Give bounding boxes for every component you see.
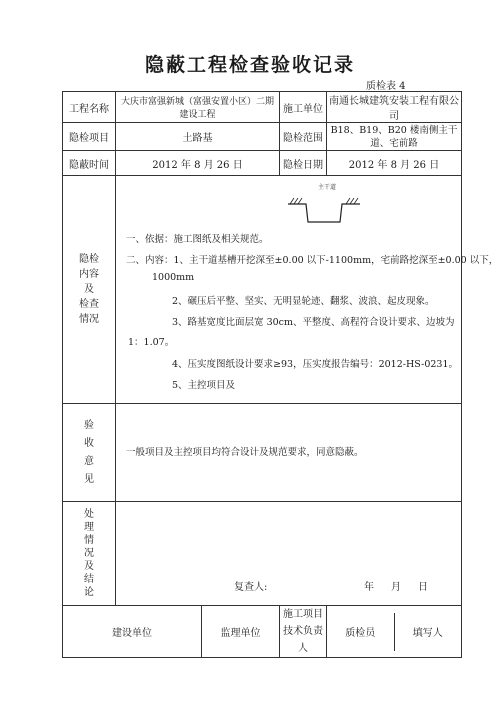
contents-line-width: 3、路基宽度比面层宽 30cm、平整度、高程符合设计要求、边坡为 <box>172 317 455 328</box>
owner-unit-label: 建设单位 <box>63 606 202 658</box>
review-day: 日 <box>418 582 428 593</box>
review-cell <box>116 502 462 606</box>
construction-unit-label: 施工单位 <box>280 92 327 123</box>
contents-line-slope: 1：1.07。 <box>128 337 175 348</box>
review-year: 年 <box>364 582 374 593</box>
acceptance-label-char: 验 <box>84 419 94 431</box>
acceptance-label-char: 见 <box>84 473 94 485</box>
contents-line-compaction: 2、碾压后平整、坚实、无明显轮迹、翻浆、波浪、起皮现象。 <box>172 296 435 307</box>
hidden-time-value: 2012 年 8 月 26 日 <box>116 151 280 176</box>
inspection-scope-label: 隐检范围 <box>280 123 327 151</box>
check-date-value: 2012 年 8 月 26 日 <box>327 151 462 176</box>
review-label-char: 结 <box>84 574 94 585</box>
inspection-form-table <box>62 91 499 658</box>
contents-line-depth-cont: 1000mm <box>152 272 195 283</box>
contents-line-main-items: 5、主控项目及 <box>172 380 236 391</box>
inspection-item-label: 隐检项目 <box>63 123 116 151</box>
contents-label-char: 及 <box>84 284 94 295</box>
contents-label-char: 检查 <box>79 299 99 310</box>
review-label-char: 理 <box>84 522 94 533</box>
inspection-item-value: 土路基 <box>116 123 280 151</box>
contents-label-char: 隐检 <box>79 254 99 265</box>
acceptance-opinion: 一般项目及主控项目均符合设计及规范要求，同意隐蔽。 <box>126 447 364 458</box>
supervision-unit-label: 监理单位 <box>202 606 280 658</box>
acceptance-label-char: 意 <box>84 455 94 467</box>
acceptance-label <box>63 404 116 502</box>
review-label-char: 处 <box>84 509 94 520</box>
sketch-label: 主干道 <box>318 184 337 191</box>
contents-label <box>63 176 116 404</box>
review-label-char: 情 <box>84 535 94 546</box>
inspection-scope-value: B18、B19、B20 楼南侧主干道、宅前路 <box>327 123 462 151</box>
contents-line-density: 4、压实度图纸设计要求≥93，压实度报告编号：2012-HS-0231。 <box>172 359 459 370</box>
review-label-char: 论 <box>84 587 94 598</box>
hidden-time-label: 隐蔽时间 <box>63 151 116 176</box>
acceptance-cell <box>116 404 462 502</box>
form-number: 质检表 4 <box>366 81 406 92</box>
check-date-label: 隐检日期 <box>280 151 327 176</box>
quality-inspector-label: 质检员 <box>327 613 394 651</box>
contents-line-depth: 二、内容：1、主干道基槽开挖深至±0.00 以下-1100mm，宅前路挖深至±0.00 以下， <box>126 255 499 266</box>
technical-lead-line2: 技术负责人 <box>283 626 323 654</box>
document-title: 隐蔽工程检查验收记录 <box>144 54 355 76</box>
filler-label: 填写人 <box>412 628 443 639</box>
acceptance-label-char: 收 <box>84 437 94 449</box>
trench-sketch <box>284 182 364 226</box>
reviewer-label: 复查人: <box>234 582 268 593</box>
project-name-label: 工程名称 <box>63 92 116 123</box>
signer-cells <box>327 606 462 658</box>
technical-lead-line1: 施工项目 <box>283 609 323 620</box>
technical-lead-label <box>280 606 327 658</box>
contents-label-char: 内容 <box>79 269 99 280</box>
contents-line-basis: 一、依据：施工图纸及相关规范。 <box>126 234 269 245</box>
review-label-char: 及 <box>84 561 94 572</box>
review-label-char: 况 <box>84 548 94 559</box>
review-month: 月 <box>391 582 401 593</box>
review-label <box>63 502 116 606</box>
contents-label-char: 情况 <box>79 314 99 325</box>
construction-unit-value: 南通长城建筑安装工程有限公司 <box>327 92 462 123</box>
project-name-value: 大庆市富强新城（富强安置小区）二期建设工程 <box>116 92 280 123</box>
contents-cell <box>116 176 499 404</box>
